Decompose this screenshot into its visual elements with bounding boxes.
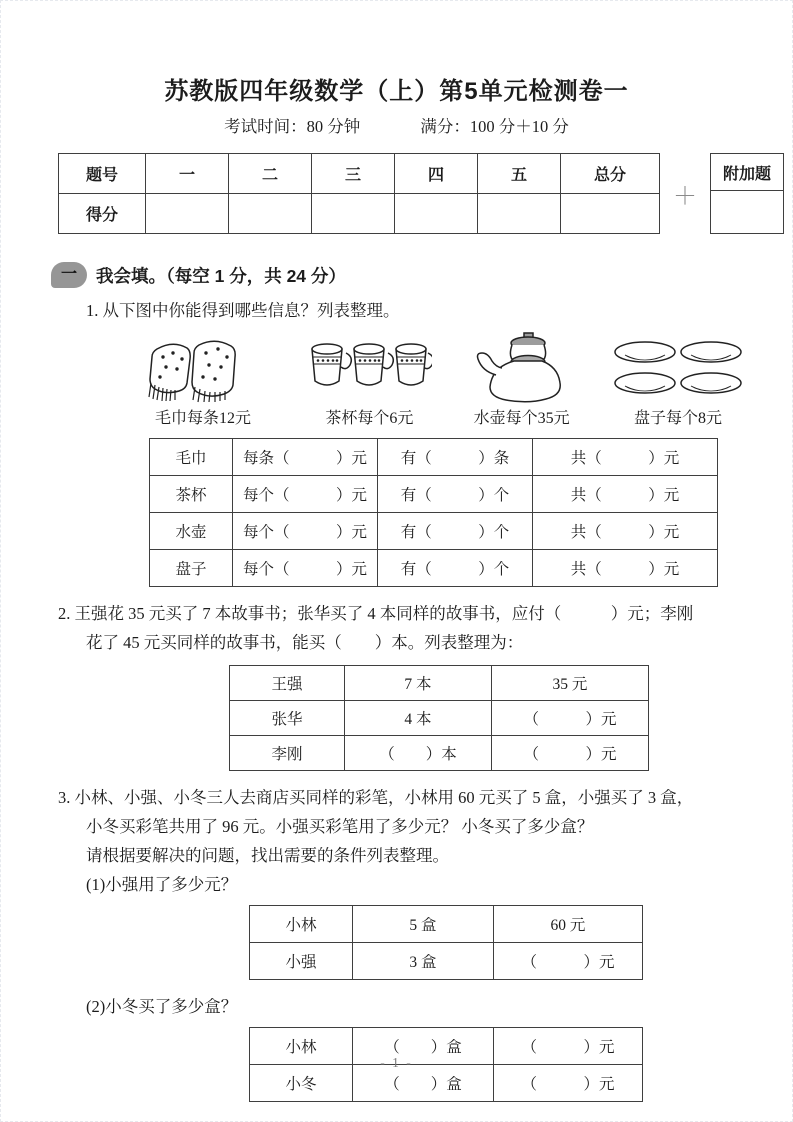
towels-icon — [139, 339, 267, 403]
blank-cell: 有（ ）个 — [378, 550, 533, 587]
value-cell: 60 元 — [494, 906, 643, 943]
score-header-cell: 总分 — [561, 154, 660, 194]
bonus-value-row — [711, 191, 784, 234]
blank-cell: 每个（ ）元 — [233, 476, 378, 513]
blank-cell: 每条（ ）元 — [233, 439, 378, 476]
goods-item-towels — [139, 339, 267, 428]
score-empty-cell — [478, 194, 561, 234]
exam-time-label: 考试时间：80 分钟 — [224, 117, 361, 136]
score-header-cell: 题号 — [59, 154, 146, 194]
blank-cell: （ ）元 — [494, 943, 643, 980]
blank-cell: 每个（ ）元 — [233, 550, 378, 587]
value-cell: 5 盒 — [353, 906, 494, 943]
table-row — [150, 550, 718, 587]
score-header-cell: 二 — [229, 154, 312, 194]
question-1-table — [149, 438, 718, 587]
score-header-cell: 三 — [312, 154, 395, 194]
blank-cell: 共（ ）元 — [533, 439, 718, 476]
table-row — [230, 666, 649, 701]
score-value-row — [59, 194, 660, 234]
blank-cell: （ ）元 — [492, 736, 649, 771]
score-section — [58, 153, 792, 234]
score-header-cell: 一 — [146, 154, 229, 194]
question-2-text-line2: 花了 45 元买同样的故事书，能买（ ）本。列表整理为： — [86, 633, 524, 652]
person-name-cell: 李刚 — [230, 736, 345, 771]
blank-cell: 每个（ ）元 — [233, 513, 378, 550]
score-row-label: 得分 — [59, 194, 146, 234]
value-cell: 4 本 — [345, 701, 492, 736]
person-name-cell: 小强 — [250, 943, 353, 980]
question-3-text-line1: 3. 小林、小强、小冬三人去商店买同样的彩笔，小林用 60 元买了 5 盒，小强买了 3 盒， — [58, 788, 694, 807]
question-3-sub1-table — [249, 905, 643, 980]
table-row — [250, 906, 643, 943]
section-one-badge: 一 — [51, 262, 87, 288]
person-name-cell: 小林 — [250, 1028, 353, 1065]
blank-cell: 共（ ）元 — [533, 550, 718, 587]
person-name-cell: 小冬 — [250, 1065, 353, 1102]
plates-icon — [611, 339, 745, 403]
goods-caption: 水壶每个35元 — [473, 410, 570, 427]
question-1-text: 1. 从下图中你能得到哪些信息？列表整理。 — [86, 301, 400, 320]
value-cell: 3 盒 — [353, 943, 494, 980]
bonus-empty-cell — [711, 191, 784, 234]
section-one-heading — [51, 262, 792, 288]
item-name-cell: 茶杯 — [150, 476, 233, 513]
full-score-label: 满分：100 分＋10 分 — [420, 117, 569, 136]
value-cell: 35 元 — [492, 666, 649, 701]
goods-item-plates — [611, 339, 745, 428]
table-row — [150, 476, 718, 513]
score-empty-cell — [146, 194, 229, 234]
blank-cell: （ ）本 — [345, 736, 492, 771]
table-row — [150, 439, 718, 476]
person-name-cell: 小林 — [250, 906, 353, 943]
blank-cell: （ ）元 — [494, 1028, 643, 1065]
goods-caption: 毛巾每条12元 — [154, 410, 251, 427]
score-empty-cell — [229, 194, 312, 234]
score-header-cell: 四 — [395, 154, 478, 194]
score-header-row — [59, 154, 660, 194]
table-row — [150, 513, 718, 550]
table-row — [250, 943, 643, 980]
table-row — [230, 701, 649, 736]
score-empty-cell — [561, 194, 660, 234]
blank-cell: 有（ ）条 — [378, 439, 533, 476]
person-name-cell: 王强 — [230, 666, 345, 701]
question-1-pictures — [139, 331, 745, 428]
question-3-text-line2: 小冬买彩笔共用了 96 元。小强买彩笔用了多少元？ 小冬买了多少盒？ — [86, 817, 594, 836]
goods-item-cups — [306, 339, 432, 428]
plus-sign: ＋ — [673, 183, 697, 210]
score-table — [58, 153, 660, 234]
question-2-table — [229, 665, 649, 771]
score-empty-cell — [395, 194, 478, 234]
blank-cell: 有（ ）个 — [378, 513, 533, 550]
item-name-cell: 盘子 — [150, 550, 233, 587]
cups-icon — [306, 339, 432, 403]
blank-cell: 共（ ）元 — [533, 476, 718, 513]
blank-cell: （ ）元 — [492, 701, 649, 736]
question-2-text-line1: 2. 王强花 35 元买了 7 本故事书；张华买了 4 本同样的故事书，应付（ ）元；李刚 — [58, 604, 694, 623]
page-number: - 1 - — [380, 1055, 413, 1070]
section-one-title: 我会填。（每空 1 分，共 24 分） — [96, 265, 346, 286]
table-row — [230, 736, 649, 771]
blank-cell: （ ）元 — [494, 1065, 643, 1102]
blank-cell: 共（ ）元 — [533, 513, 718, 550]
blank-cell: 有（ ）个 — [378, 476, 533, 513]
kettle-icon — [472, 331, 572, 403]
item-name-cell: 水壶 — [150, 513, 233, 550]
question-3-text-line3: 请根据要解决的问题，找出需要的条件列表整理。 — [86, 846, 449, 865]
score-header-cell: 五 — [478, 154, 561, 194]
goods-caption: 茶杯每个6元 — [325, 410, 414, 427]
exam-meta — [1, 113, 792, 137]
item-name-cell: 毛巾 — [150, 439, 233, 476]
goods-caption: 盘子每个8元 — [633, 410, 722, 427]
score-empty-cell — [312, 194, 395, 234]
bonus-header-row — [711, 154, 784, 191]
blank-cell: （ ）盒 — [353, 1065, 494, 1102]
question-3-sub1-text: (1)小强用了多少元？ — [86, 875, 238, 894]
blank-cell: （ ）盒 — [353, 1028, 494, 1065]
goods-item-kettle — [472, 331, 572, 428]
bonus-title-cell: 附加题 — [711, 154, 784, 191]
bonus-score-table — [710, 153, 784, 234]
page-title: 苏教版四年级数学（上）第5单元检测卷一 — [164, 78, 629, 105]
person-name-cell: 张华 — [230, 701, 345, 736]
value-cell: 7 本 — [345, 666, 492, 701]
question-3-sub2-text: (2)小冬买了多少盒？ — [86, 997, 238, 1016]
